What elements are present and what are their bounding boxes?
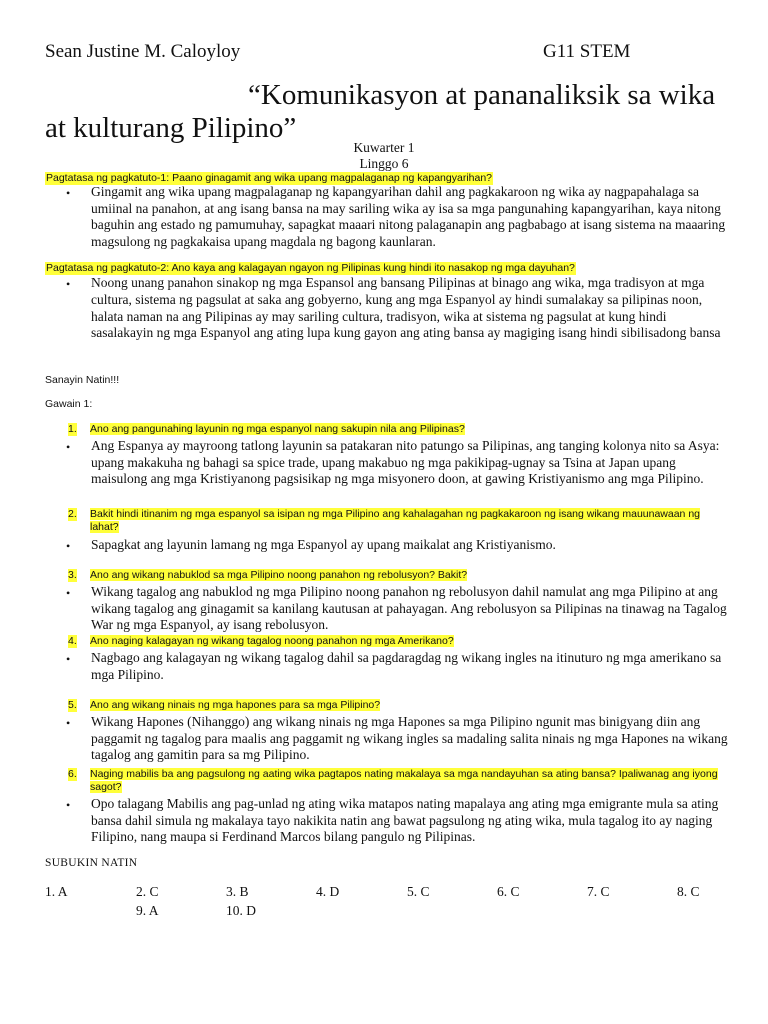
question-1-text: Ano ang pangunahing layunin ng mga espanyol nang sakupin nila ang Pilipinas? bbox=[90, 423, 465, 435]
question-3-text: Ano ang wikang nabuklod sa mga Pilipino noong panahon ng rebolusyon? Bakit? bbox=[90, 569, 468, 581]
question-1-answer: Ang Espanya ay mayroong tatlong layunin sa patakaran nito patungo sa Pilipinas, ang tanging kolonya nito sa Asya: upang makakuha ng bahagi sa spice trade, upang makabuo ng mga pakikipag-ugnay sa Tsina at Japan upang maisulong ang mga Kristiyanong pagsisikap ng mga misyonero doon, at gawing Kristiyanismo ang mga Pilipino. bbox=[91, 438, 720, 487]
answer-item: 7. C bbox=[587, 884, 610, 899]
bullet-icon: • bbox=[66, 652, 71, 666]
question-4-text: Ano naging kalagayan ng wikang tagalog noong panahon ng mga Amerikano? bbox=[90, 635, 454, 647]
bullet-icon: • bbox=[66, 539, 71, 553]
question-1-number: 1. bbox=[68, 423, 77, 435]
bullet-icon: • bbox=[66, 440, 71, 454]
student-name: Sean Justine M. Caloyloy bbox=[45, 41, 241, 62]
answer-item: 5. C bbox=[407, 884, 430, 899]
question-2-text: Bakit hindi itinanim ng mga espanyol sa isipan ng mga Pilipino ang kahalagahan ng pagkakaroon ng isang wikang mauunawaan ng lahat? bbox=[90, 508, 700, 533]
question-2-number: 2. bbox=[68, 508, 77, 520]
question-6-number: 6. bbox=[68, 768, 77, 780]
question-5-text: Ano ang wikang ninais ng mga hapones para sa mga Pilipino? bbox=[90, 699, 381, 711]
answer-item: 6. C bbox=[497, 884, 520, 899]
question-6-answer: Opo talagang Mabilis ang pag-unlad ng ating wika matapos nating mapalaya ang ating mga emigrante mula sa ating bansa dahil simula ng makalaya tayo nakikita natin ang bawat pagsulong ng ating wika, mula tagalog ito ay naging Filipino, nang maupa si Ferdinand Marcos bilang pangulo ng Pilipinas. bbox=[91, 796, 719, 845]
grade-section: G11 STEM bbox=[543, 41, 631, 62]
answer-item: 8. C bbox=[677, 884, 700, 899]
assessment-1-question: Pagtatasa ng pagkatuto-1: Paano ginagamit ang wika upang magpalaganap ng kapangyarihan? bbox=[46, 172, 493, 184]
question-3-number: 3. bbox=[68, 569, 77, 581]
assessment-2-answer: Noong unang panahon sinakop ng mga Espansol ang bansang Pilipinas at binago ang wika, mga tradisyon at mga cultura, sistema ng pagsulat at saka ang gobyerno, kung ang mga Espanyol ay hindi sumalakay sa pilipinas noon, halata naman na ang Pilipinas ay may sariling cultura, tradisyon, wika at sistema ng pagsulat at kung hindi sasalakayin ng mga Espanyol ang ating lupa kung gayon ang ating bansa ay magiging isang hindi sibilisadong bansa bbox=[91, 275, 721, 341]
answer-item: 1. A bbox=[45, 884, 68, 899]
bullet-icon: • bbox=[66, 716, 71, 730]
answer-item: 4. D bbox=[316, 884, 340, 899]
question-5-number: 5. bbox=[68, 699, 77, 711]
quarter-label: Kuwarter 1 bbox=[353, 140, 415, 155]
question-6-text: Naging mabilis ba ang pagsulong ng aating wika pagtapos nating makalaya sa mga nandayuhan sa ating bansa? Ipaliwanag ang iyong sagot? bbox=[90, 768, 718, 793]
bullet-icon: • bbox=[66, 186, 71, 200]
question-4-number: 4. bbox=[68, 635, 77, 647]
page-title: “Komunikasyon at pananaliksik sa wika at kulturang Pilipino” bbox=[45, 79, 716, 144]
question-5-answer: Wikang Hapones (Nihanggo) ang wikang ninais ng mga Hapones sa mga Pilipino ngunit mas binigyang diin ang paggamit ng tagalog para maalis ang paggamit ng wikang ingles sa madaling salita ninais ng mga Hapones na wikang tagalog ang gamitin para sa mg Pilipino. bbox=[91, 714, 728, 763]
answer-item: 9. A bbox=[136, 903, 159, 918]
subukin-heading: SUBUKIN NATIN bbox=[45, 857, 138, 869]
week-label: Linggo 6 bbox=[359, 156, 409, 171]
answer-item: 3. B bbox=[226, 884, 249, 899]
gawain-heading: Gawain 1: bbox=[45, 398, 93, 410]
question-3-answer: Wikang tagalog ang nabuklod ng mga Pilipino noong panahon ng rebolusyon dahil namulat ang mga Pilipino at ang wikang tagalog ang ginagamit sa kanilang kautusan at pahayagan. Ang rebolusyon sa Pilipinas na tinawag na Tagalog War ng mga Espanyol, ay isang rebolusyon. bbox=[91, 584, 727, 633]
bullet-icon: • bbox=[66, 798, 71, 812]
answer-item: 2. C bbox=[136, 884, 159, 899]
question-2-answer: Sapagkat ang layunin lamang ng mga Espanyol ay upang maikalat ang Kristiyanismo. bbox=[91, 537, 556, 552]
bullet-icon: • bbox=[66, 586, 71, 600]
question-4-answer: Nagbago ang kalagayan ng wikang tagalog dahil sa pagdaragdag ng wikang ingles na itinuturo ng mga amerikano sa mga Pilipino. bbox=[91, 650, 722, 682]
bullet-icon: • bbox=[66, 277, 71, 291]
sanayin-heading: Sanayin Natin!!! bbox=[45, 374, 120, 386]
assessment-2-question: Pagtatasa ng pagkatuto-2: Ano kaya ang kalagayan ngayon ng Pilipinas kung hindi ito nasakop ng mga dayuhan? bbox=[46, 262, 575, 274]
assessment-1-answer: Gingamit ang wika upang magpalaganap ng kapangyarihan dahil ang pagkakaroon ng wika ay nagpapahalaga sa umiinal na panahon, at ang isang bansa na may sariling wika ay isa sa mga pangunahing kapangyarihan, kaya nitong baguhin ang estado ng pamumuhay, sapagkat maaari nitong palaganapin ang pagbabago at isang sistema na maaaring magsulong ng pagkakaisa upang magdala ng bagong kaunlaran. bbox=[91, 184, 726, 249]
answer-item: 10. D bbox=[226, 903, 256, 918]
